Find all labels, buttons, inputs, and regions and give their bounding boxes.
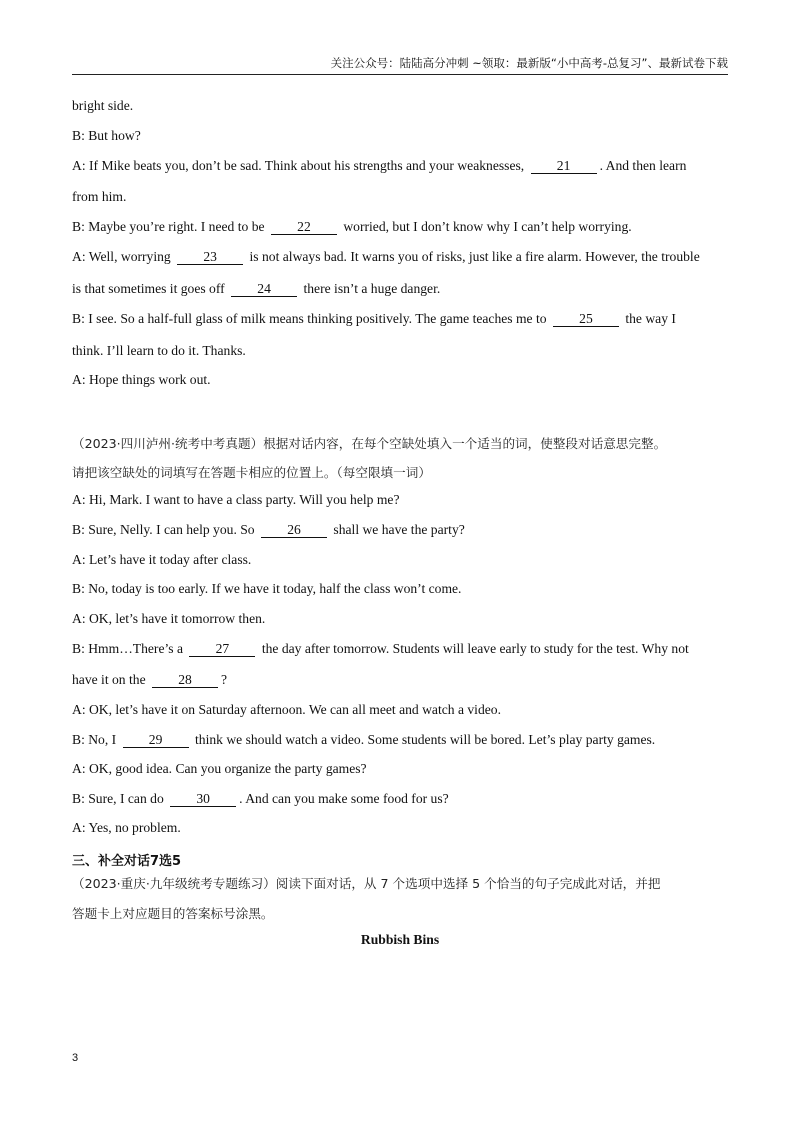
text-line: is that sometimes it goes off 24 there isn’t a huge danger. [72, 281, 441, 296]
answer-blank-27[interactable]: 27 [189, 642, 255, 657]
answer-blank-28[interactable]: 28 [152, 673, 218, 688]
question-intro: 答题卡上对应题目的答案标号涂黑。 [72, 906, 274, 921]
dialogue-line: A: OK, let’s have it tomorrow then. [72, 611, 266, 626]
answer-blank-26[interactable]: 26 [261, 523, 327, 538]
dialogue-line: B: No, I 29 think we should watch a video. Some students will be bored. Let’s play party games. [72, 732, 656, 747]
question-intro: （2023·重庆·九年级统考专题练习）阅读下面对话，从 7 个选项中选择 5 个恰当的句子完成此对话，并把 [72, 876, 661, 891]
answer-blank-23[interactable]: 23 [177, 250, 243, 265]
header-text: 关注公众号：陆陆高分冲刺 ~领取：最新版“小中高考-总复习”、最新试卷下载 [330, 56, 728, 70]
dialogue-line: A: Hi, Mark. I want to have a class party. Will you help me? [72, 492, 400, 507]
answer-blank-30[interactable]: 30 [170, 792, 236, 807]
dialogue-line: A: Let’s have it today after class. [72, 552, 252, 567]
text-line: bright side. [72, 98, 134, 113]
dialogue-line: A: OK, good idea. Can you organize the party games? [72, 761, 367, 776]
text-line: from him. [72, 189, 127, 204]
dialogue-line: A: OK, let’s have it on Saturday afternoon. We can all meet and watch a video. [72, 702, 501, 717]
dialogue-line: have it on the 28 ? [72, 672, 228, 687]
dialogue-line: B: Sure, Nelly. I can help you. So 26 shall we have the party? [72, 522, 465, 537]
text-line: A: Hope things work out. [72, 372, 211, 387]
text-line: A: If Mike beats you, don’t be sad. Think about his strengths and your weaknesses, 21 . And then learn [72, 158, 687, 173]
dialogue-line: A: Yes, no problem. [72, 820, 181, 835]
answer-blank-25[interactable]: 25 [553, 312, 619, 327]
text-line: B: I see. So a half-full glass of milk means thinking positively. The game teaches me to 25 the way I [72, 311, 676, 326]
question-intro: 请把该空缺处的词填写在答题卡相应的位置上。（每空限填一词） [72, 465, 431, 480]
dialogue-line: B: Sure, I can do 30 . And can you make some food for us? [72, 791, 449, 806]
passage-title: Rubbish Bins [360, 932, 440, 947]
answer-blank-21[interactable]: 21 [531, 159, 597, 174]
page-header [72, 56, 728, 75]
text-line: B: Maybe you’re right. I need to be 22 worried, but I don’t know why I can’t help worrying. [72, 219, 632, 234]
text-line: think. I’ll learn to do it. Thanks. [72, 343, 246, 358]
page-number: 3 [72, 1052, 79, 1064]
text-line: A: Well, worrying 23 is not always bad. It warns you of risks, just like a fire alarm. However, the trouble [72, 249, 700, 264]
answer-blank-29[interactable]: 29 [123, 733, 189, 748]
question-intro: （2023·四川泸州·统考中考真题）根据对话内容，在每个空缺处填入一个适当的词，使整段对话意思完整。 [72, 436, 667, 451]
answer-blank-24[interactable]: 24 [231, 282, 297, 297]
text-line: B: But how? [72, 128, 141, 143]
dialogue-line: B: No, today is too early. If we have it today, half the class won’t come. [72, 581, 462, 596]
section-heading: 三、补全对话7选5 [72, 854, 182, 869]
answer-blank-22[interactable]: 22 [271, 220, 337, 235]
dialogue-line: B: Hmm…There’s a 27 the day after tomorrow. Students will leave early to study for the test. Why not [72, 641, 689, 656]
